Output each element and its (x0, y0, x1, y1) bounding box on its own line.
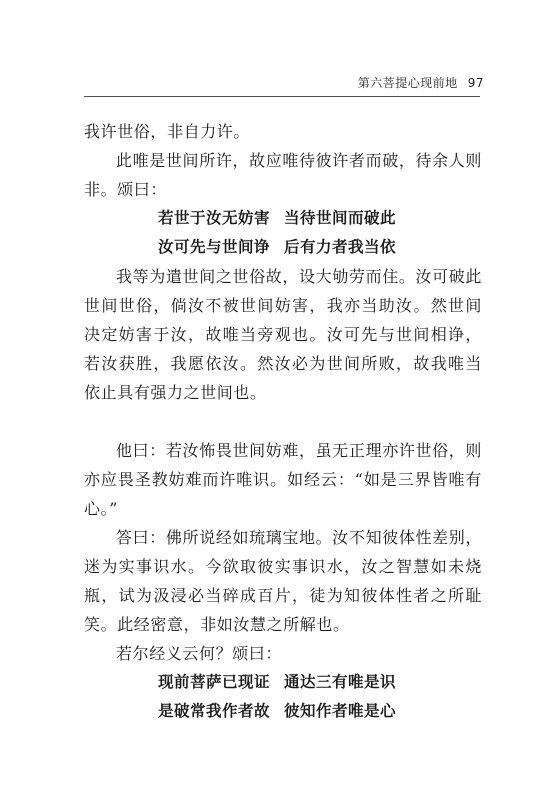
body-text (84, 117, 482, 726)
verse-block-1 (84, 204, 482, 262)
chapter-title: 第六菩提心现前地 (357, 76, 458, 90)
verse-line (84, 204, 482, 233)
verse-half: 若世于汝无妨害 (158, 209, 271, 227)
verse-line (84, 233, 482, 262)
verse-half: 彼知作者唯是心 (284, 702, 397, 720)
verse-half: 汝可先与世间诤 (158, 238, 271, 256)
paragraph-6: 若尔经义云何？颂曰： (116, 644, 283, 663)
paragraph-1: 我许世俗，非自力许。 (84, 122, 251, 141)
paragraph-5: 答曰：佛所说经如琉璃宝地。汝不知彼体性差别，迷为实事识水。今欲取彼实事识水，汝之智慧如未烧瓶，试为汲浸必当碎成百片，徒为知彼体性者之所耻笑。此经密意，非如汝慧之所解也。 (84, 528, 482, 634)
paragraph-4: 他曰：若汝怖畏世间妨难，虽无正理亦许世俗，则亦应畏圣教妨难而许唯识。如经云：“如是三界皆唯有心。” (84, 441, 482, 518)
page-number: 97 (467, 76, 484, 90)
verse-half: 现前菩萨已现证 (158, 673, 271, 691)
verse-line (84, 668, 482, 697)
verse-half: 后有力者我当依 (284, 238, 397, 256)
paragraph-spacer (84, 407, 482, 436)
verse-half: 通达三有唯是识 (284, 673, 397, 691)
verse-block-2 (84, 668, 482, 726)
verse-half: 当待世间而破此 (284, 209, 397, 227)
paragraph-3: 我等为遣世间之世俗故，设大劬劳而住。汝可破此世间世俗，倘汝不被世间妨害，我亦当助汝。然世间决定妨害于汝，故唯当旁观也。汝可先与世间相诤，若汝获胜，我愿依汝。然汝必为世间所败，故我唯当依止具有强力之世间也。 (84, 267, 482, 402)
verse-line (84, 697, 482, 726)
running-head (358, 74, 484, 91)
header-rule (84, 96, 480, 97)
verse-half: 是破常我作者故 (158, 702, 271, 720)
paragraph-2: 此唯是世间所许，故应唯待彼许者而破，待余人则非。颂曰： (84, 151, 482, 199)
